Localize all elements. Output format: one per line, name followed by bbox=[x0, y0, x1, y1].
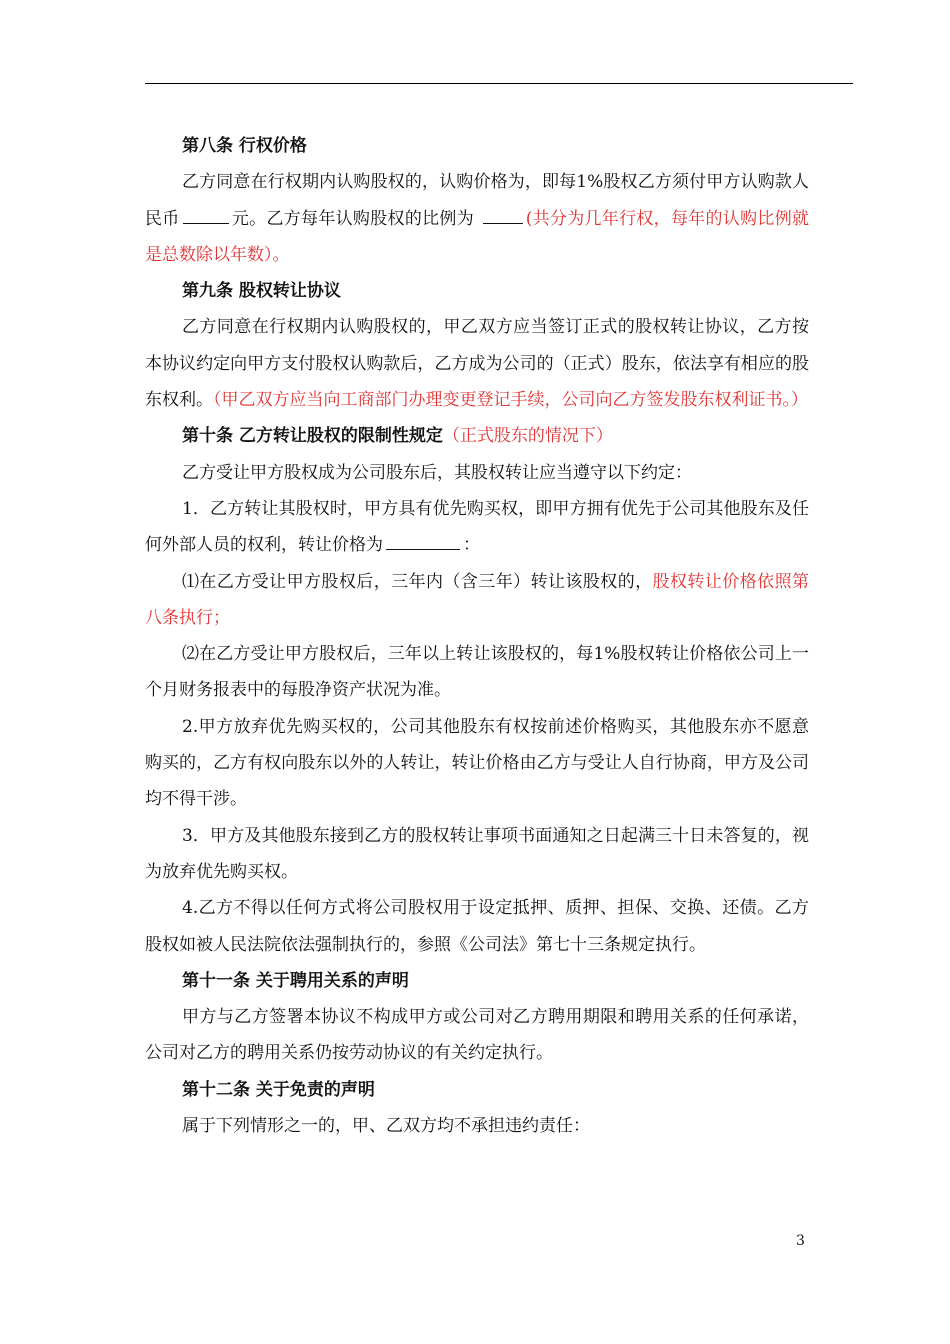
article-12-paragraph: 属于下列情形之一的，甲、乙双方均不承担违约责任： bbox=[182, 1116, 590, 1137]
article-11-paragraph: 甲方与乙方签署本协议不构成甲方或公司对乙方聘用期限和聘用关系的任何承诺，公司对乙方的聘用关系仍按劳动协议的有关约定执行。 bbox=[145, 1007, 809, 1064]
article-10-intro: 乙方受让甲方股权成为公司股东后，其股权转让应当遵守以下约定： bbox=[182, 462, 692, 483]
article-10-item-4: 4.乙方不得以任何方式将公司股权用于设定抵押、质押、担保、交换、还债。乙方股权如被人民法院依法强制执行的，参照《公司法》第七十三条规定执行。 bbox=[145, 898, 809, 955]
item-1-colon: ： bbox=[463, 535, 480, 556]
article-12-title: 第十二条 关于免责的声明 bbox=[182, 1079, 375, 1100]
transfer-price-blank bbox=[386, 527, 460, 550]
article-9-paragraph bbox=[145, 309, 809, 418]
article-10-item-1 bbox=[145, 491, 809, 564]
article-10-item-2: 2.甲方放弃优先购买权的，公司其他股东有权按前述价格购买，其他股东亦不愿意购买的，乙方有权向股东以外的人转让，转让价格由乙方与受让人自行协商，甲方及公司均不得干涉。 bbox=[145, 716, 809, 810]
sub-1-note: 股权转让价格依照第八条执行； bbox=[145, 571, 810, 628]
article-8-text-b: 元。乙方每年认购股权的比例为 bbox=[231, 208, 474, 229]
article-10-item-3: 3．甲方及其他股东接到乙方的股权转让事项书面通知之日起满三十日未答复的，视为放弃优先购买权。 bbox=[145, 825, 809, 882]
sub-1-text: ⑴在乙方受让甲方股权后，三年内（含三年）转让该股权的， bbox=[182, 571, 653, 592]
article-10-title bbox=[145, 418, 809, 454]
article-8-title: 第八条 行权价格 bbox=[182, 136, 307, 156]
article-8-text-a: 乙方同意在行权期内认购股权的，认购价格为，即每1%股权乙方须付甲方认购款人民币 bbox=[145, 172, 809, 229]
page-number: 3 bbox=[796, 1233, 805, 1249]
article-10-title-note: （正式股东的情况下） bbox=[442, 426, 613, 447]
article-10-title-text: 第十条 乙方转让股权的限制性规定 bbox=[182, 426, 443, 447]
article-9-title: 第九条 股权转让协议 bbox=[182, 281, 341, 302]
article-10-sub-2: ⑵在乙方受让甲方股权后，三年以上转让该股权的，每1%股权转让价格依公司上一个月财务报表中的每股净资产状况为准。 bbox=[145, 644, 809, 701]
article-10-sub-1 bbox=[145, 564, 809, 637]
ratio-blank bbox=[483, 201, 523, 224]
article-8-note: (共分为几年行权，每年的认购比例就是总数除以年数）。 bbox=[145, 208, 810, 265]
article-9-text: 乙方同意在行权期内认购股权的，甲乙双方应当签订正式的股权转让协议，乙方按本协议约定向甲方支付股权认购款后，乙方成为公司的（正式）股东，依法享有相应的股东权利。 bbox=[145, 317, 809, 411]
price-blank bbox=[183, 201, 229, 224]
article-9-note: （甲乙双方应当向工商部门办理变更登记手续，公司向乙方签发股东权利证书。） bbox=[213, 390, 808, 411]
article-8-paragraph bbox=[145, 164, 809, 273]
article-11-title: 第十一条 关于聘用关系的声明 bbox=[182, 970, 409, 991]
item-1-text: 1．乙方转让其股权时，甲方具有优先购买权，即甲方拥有优先于公司其他股东及任何外部人员的权利，转让价格为 bbox=[145, 498, 809, 556]
header-rule bbox=[145, 83, 853, 84]
document-body bbox=[145, 128, 809, 1144]
